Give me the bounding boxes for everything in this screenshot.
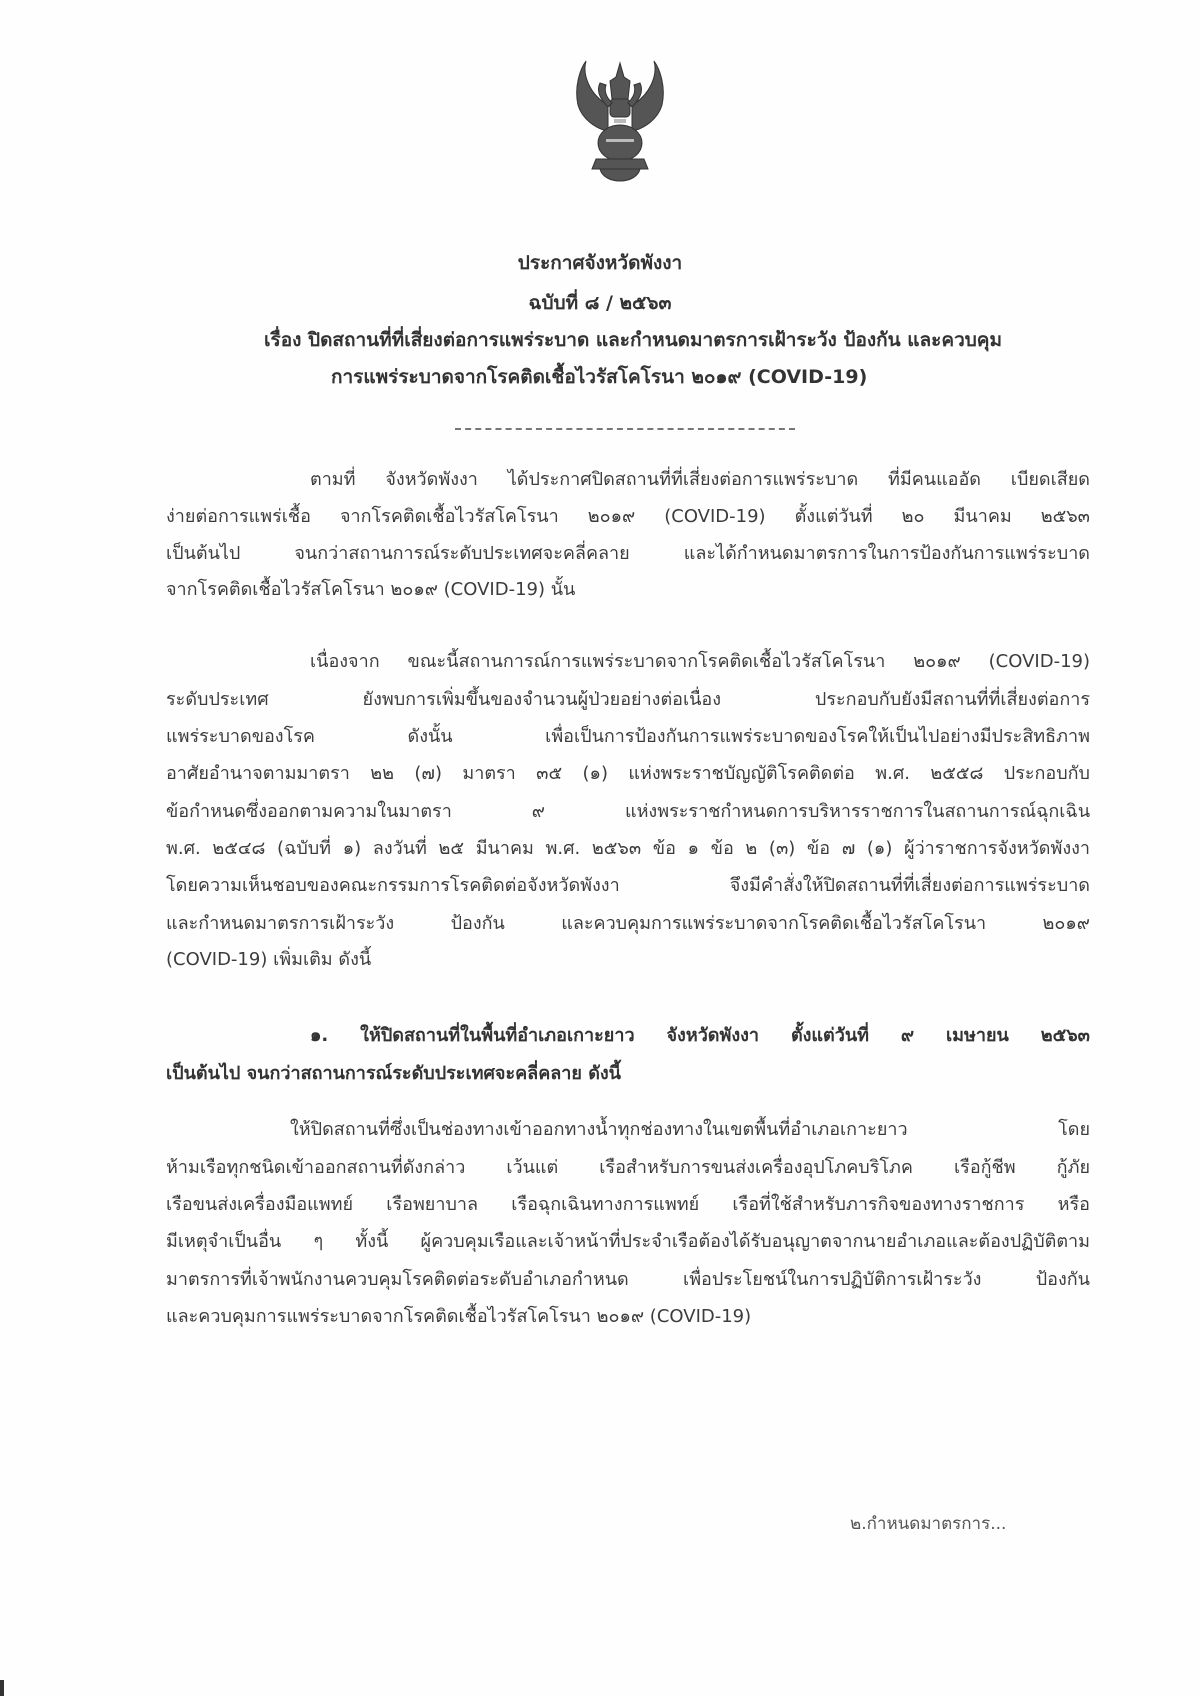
paragraph-2-line: ข้อกำหนดซึ่งออกตามความในมาตรา ๙ แห่งพระราชกำหนดการบริหารราชการในสถานการณ์ฉุกเฉิน [166, 801, 1090, 822]
paragraph-1-line: ง่ายต่อการแพร่เชื้อ จากโรคติดเชื้อไวรัสโคโรนา ๒๐๑๙ (COVID-19) ตั้งแต่วันที่ ๒๐ มีนาคม ๒๕๖๓ [166, 506, 1090, 527]
section-1-body-line: มาตรการที่เจ้าพนักงานควบคุมโรคติดต่อระดับอำเภอกำหนด เพื่อประโยชน์ในการปฏิบัติการเฝ้าระวัง ป้องกัน [166, 1269, 1090, 1290]
section-1-heading-line: เป็นต้นไป จนกว่าสถานการณ์ระดับประเทศจะคลี่คลาย ดังนี้ [166, 1063, 621, 1084]
section-1-heading-line: ๑. ให้ปิดสถานที่ในพื้นที่อำเภอเกาะยาว จังหวัดพังงา ตั้งแต่วันที่ ๙ เมษายน ๒๕๖๓ [310, 1025, 1090, 1046]
announcement-title: ประกาศจังหวัดพังงา [517, 252, 683, 274]
paragraph-1-line: ตามที่ จังหวัดพังงา ได้ประกาศปิดสถานที่ที่เสี่ยงต่อการแพร่ระบาด ที่มีคนแออัด เบียดเสียด [310, 469, 1090, 490]
scan-edge-mark [0, 1680, 4, 1696]
paragraph-2-line: (COVID-19) เพิ่มเติม ดังนี้ [166, 949, 372, 970]
section-1-body-line: มีเหตุจำเป็นอื่น ๆ ทั้งนี้ ผู้ควบคุมเรือและเจ้าหน้าที่ประจำเรือต้องได้รับอนุญาตจากนายอำเภอและต้องปฏิบัติตาม [166, 1231, 1090, 1252]
section-1-body-line: ห้ามเรือทุกชนิดเข้าออกสถานที่ดังกล่าว เว้นแต่ เรือสำหรับการขนส่งเครื่องอุปโภคบริโภค เรือกู้ชีพ กู้ภัย [166, 1157, 1090, 1178]
page-continuation-note: ๒.กำหนดมาตรการ... [850, 1514, 1007, 1534]
announcement-subject-line-1: เรื่อง ปิดสถานที่ที่เสี่ยงต่อการแพร่ระบาด และกำหนดมาตรการเฝ้าระวัง ป้องกัน และควบคุม [264, 329, 1003, 351]
paragraph-1-line: จากโรคติดเชื้อไวรัสโคโรนา ๒๐๑๙ (COVID-19) นั้น [166, 579, 576, 600]
paragraph-2-line: และกำหนดมาตรการเฝ้าระวัง ป้องกัน และควบคุมการแพร่ระบาดจากโรคติดเชื้อไวรัสโคโรนา ๒๐๑๙ [166, 913, 1090, 934]
garuda-emblem-icon [560, 55, 680, 195]
paragraph-2-line: โดยความเห็นชอบของคณะกรรมการโรคติดต่อจังหวัดพังงา จึงมีคำสั่งให้ปิดสถานที่ที่เสี่ยงต่อการแพร่ระบาด [166, 875, 1090, 896]
paragraph-2-line: ระดับประเทศ ยังพบการเพิ่มขึ้นของจำนวนผู้ป่วยอย่างต่อเนื่อง ประกอบกับยังมีสถานที่ที่เสี่ยงต่อการ [166, 689, 1090, 710]
section-1-body-line: และควบคุมการแพร่ระบาดจากโรคติดเชื้อไวรัสโคโรนา ๒๐๑๙ (COVID-19) [166, 1306, 752, 1327]
section-1-body-line: เรือขนส่งเครื่องมือแพทย์ เรือพยาบาล เรือฉุกเฉินทางการแพทย์ เรือที่ใช้สำหรับภารกิจของทางราชการ หรือ [166, 1194, 1090, 1215]
paragraph-2-line: พ.ศ. ๒๕๔๘ (ฉบับที่ ๑) ลงวันที่ ๒๕ มีนาคม พ.ศ. ๒๕๖๓ ข้อ ๑ ข้อ ๒ (๓) ข้อ ๗ (๑) ผู้ว่าราชการจังหวัดพังงา [166, 838, 1090, 859]
paragraph-1-line: เป็นต้นไป จนกว่าสถานการณ์ระดับประเทศจะคลี่คลาย และได้กำหนดมาตรการในการป้องกันการแพร่ระบาด [166, 543, 1090, 564]
paragraph-2-line: อาศัยอำนาจตามมาตรา ๒๒ (๗) มาตรา ๓๕ (๑) แห่งพระราชบัญญัติโรคติดต่อ พ.ศ. ๒๕๕๘ ประกอบกับ [166, 763, 1090, 784]
announcement-issue-number: ฉบับที่ ๘ / ๒๕๖๓ [528, 292, 672, 314]
header-divider [455, 428, 795, 430]
paragraph-2-line: แพร่ระบาดของโรค ดังนั้น เพื่อเป็นการป้องกันการแพร่ระบาดของโรคให้เป็นไปอย่างมีประสิทธิภาพ [166, 726, 1090, 747]
paragraph-2-line: เนื่องจาก ขณะนี้สถานการณ์การแพร่ระบาดจากโรคติดเชื้อไวรัสโคโรนา ๒๐๑๙ (COVID-19) [310, 651, 1090, 672]
section-1-body-line: ให้ปิดสถานที่ซึ่งเป็นช่องทางเข้าออกทางน้ำทุกช่องทางในเขตพื้นที่อำเภอเกาะยาว โดย [290, 1119, 1090, 1140]
announcement-subject-line-2: การแพร่ระบาดจากโรคติดเชื้อไวรัสโคโรนา ๒๐๑๙ (COVID-19) [331, 366, 868, 388]
